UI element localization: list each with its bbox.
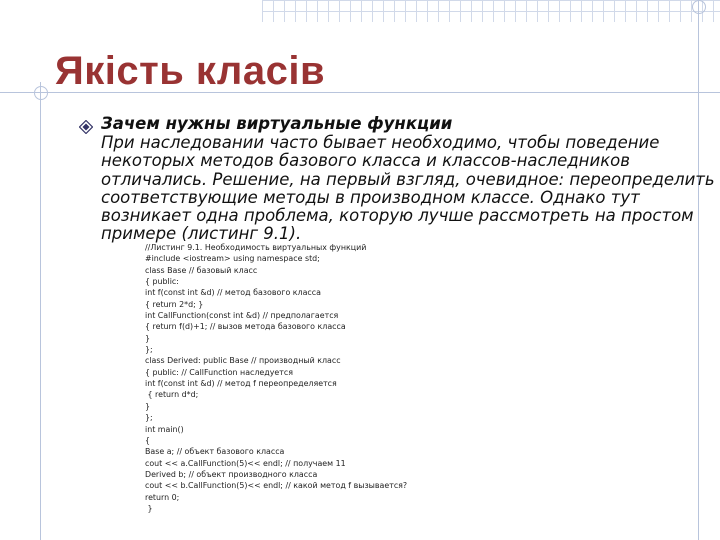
- code-line: class Base // базовый класс: [145, 265, 258, 275]
- code-line: { public:: [145, 277, 179, 287]
- code-line: int CallFunction(const int &d) // предполагается: [145, 311, 339, 321]
- bullet-heading: Зачем нужны виртуальные функции: [101, 114, 453, 133]
- code-line: int main(): [145, 424, 184, 434]
- paragraph-line: отличались. Решение, на первый взгляд, очевидное: переопределить: [101, 169, 715, 189]
- right-rule-circle: [692, 0, 706, 14]
- code-line: { public: // CallFunction наследуется: [145, 367, 293, 377]
- code-line: };: [145, 345, 153, 355]
- paragraph-line: возникает одна проблема, которую лучше рассмотреть на простом: [101, 206, 694, 226]
- code-line: }: [145, 503, 153, 513]
- code-line: cout << b.CallFunction(5)<< endl; // какой метод f вызывается?: [145, 481, 408, 491]
- paragraph-line: При наследовании часто бывает необходимо, чтобы поведение: [101, 133, 660, 152]
- paragraph-line: некоторых методов базового класса и классов-наследников: [101, 151, 630, 171]
- left-vertical-rule: [40, 82, 41, 540]
- code-line: Derived b; // объект производного класса: [145, 469, 318, 479]
- decorative-grid: [262, 0, 720, 22]
- diamond-bullet-icon: [79, 120, 93, 134]
- slide-title: Якість класів: [55, 49, 326, 93]
- code-line: class Derived: public Base // производный класс: [145, 356, 341, 366]
- paragraph-line: примере (листинг 9.1).: [101, 224, 302, 244]
- code-line: { return d*d;: [145, 390, 199, 400]
- right-vertical-rule: [698, 0, 699, 540]
- code-line: Base a; // объект базового класса: [145, 447, 285, 457]
- code-line: return 0;: [145, 492, 180, 502]
- code-line: int f(const int &d) // метод базового класса: [145, 288, 321, 298]
- paragraph-line: соответствующие методы в производном классе. Однако тут: [101, 187, 640, 207]
- code-line: }: [145, 401, 151, 411]
- code-line: }: [145, 333, 151, 343]
- code-line: };: [145, 413, 153, 423]
- code-line: {: [145, 435, 151, 445]
- code-line: int f(const int &d) // метод f переопределяется: [145, 379, 337, 389]
- bullet-paragraph: [101, 133, 715, 244]
- code-listing: [145, 242, 565, 514]
- code-line: cout << a.CallFunction(5)<< endl; // получаем 11: [145, 458, 346, 468]
- code-line: //Листинг 9.1. Необходимость виртуальных функций: [145, 243, 367, 252]
- code-line: { return f(d)+1; // вызов метода базового класса: [145, 322, 346, 332]
- corner-circle: [34, 86, 48, 100]
- code-line: #include <iostream> using namespace std;: [145, 254, 320, 264]
- code-line: { return 2*d; }: [145, 299, 204, 309]
